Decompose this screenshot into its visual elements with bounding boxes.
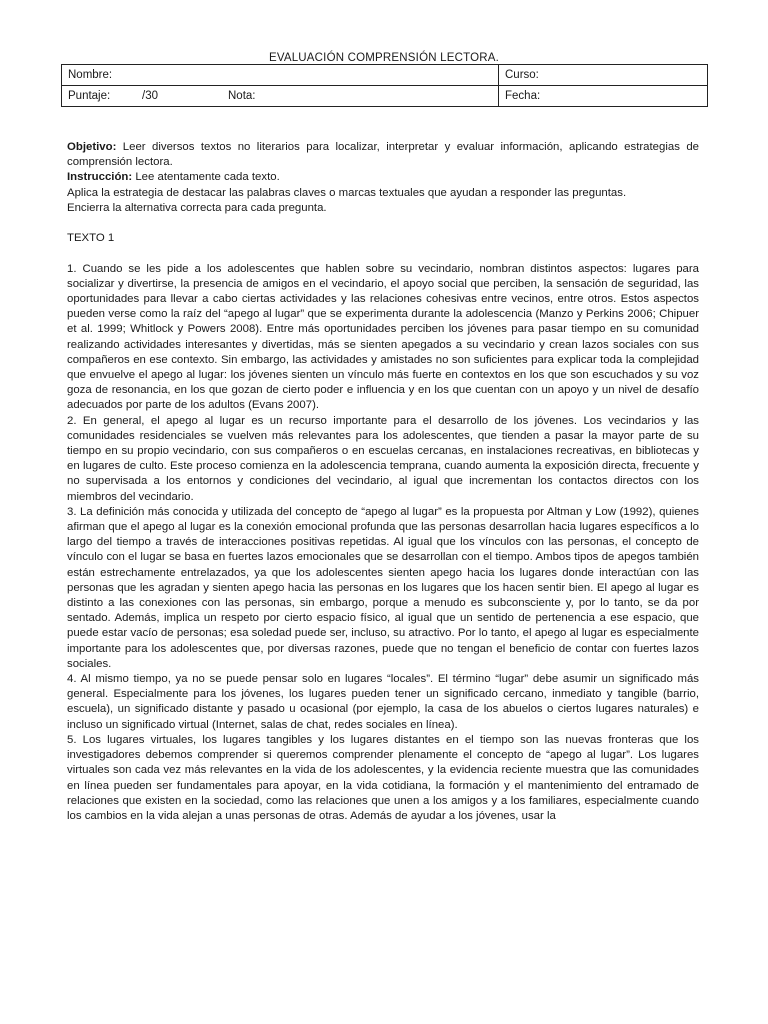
- puntaje-nota-field[interactable]: [62, 86, 499, 107]
- paragraph-1: 1. Cuando se les pide a los adolescentes que hablen sobre su vecindario, nombran distintos aspectos: lugares para socializar y divertirse, la presencia de amigos en el vecindario, el apoyo social que perciben, la sensación de seguridad, las oportunidades para llevar a cabo ciertas actividades y las relaciones cohesivas entre vecinos, entre otros. Estos aspectos pueden verse como la raíz del “apego al lugar” que se experimenta durante la adolescencia (Manzo y Perkins 2006; Chipuer et al. 1999; Whitlock y Powers 2008). Entre más oportunidades perciben los jóvenes para pasar tiempo en su comunidad realizando actividades interesantes y divertidas, más se sienten apegados a su vecindario y crean lazos sociales con sus compañeros en ese contexto. Sin embargo, las actividades y amistades no son suficientes para explicar toda la complejidad que envuelve el apego al lugar: los jóvenes sienten un vínculo más fuerte en contextos en los que son escuchados y su voz goza de resonancia, en los que gozan de cierto poder e influencia y en los que cuentan con un apoyo y un nivel de desafío adecuados por parte de los adultos (Evans 2007).: [67, 262, 699, 412]
- objetivo-text: Leer diversos textos no literarios para localizar, interpretar y evaluar información, aplicando estrategias de comprensión lectora.: [67, 141, 699, 169]
- fecha-label: Fecha:: [505, 90, 541, 102]
- text1-heading: TEXTO 1: [67, 232, 115, 245]
- strategy-line: Aplica la estrategia de destacar las palabras claves o marcas textuales que ayudan a responder las preguntas.: [67, 186, 627, 199]
- instruccion-label: Instrucción:: [67, 171, 133, 184]
- fecha-field[interactable]: [499, 86, 708, 107]
- nota-label: Nota:: [228, 90, 256, 102]
- paragraph-3: 3. La definición más conocida y utilizada del concepto de “apego al lugar” es la propuesta por Altman y Low (1992), quienes afirman que el apego al lugar es la conexión emocional profunda que las personas desarrollan hacia lugares específicos a lo largo del tiempo a través de interacciones positivas repetidas. Al igual que los vínculos con las personas, el concepto de vínculo con el lugar se basa en fuertes lazos emocionales que se desarrollan con el tiempo. Ambos tipos de apegos también están estrechamente entrelazados, ya que los adolescentes sienten apego hacia los lugares donde interactúan con las personas que les agradan y sienten apego hacia las personas en los lugares que los hacen sentir bien. El apego al lugar es distinto a las conexiones con las personas, sin embargo, porque a menudo es subconsciente y, por lo tanto, se da por sentado. Además, implica un respeto por cierto espacio físico, al igual que un sentido de pertenencia a ese espacio, que puede estar vacío de personas; esa soledad puede ser, incluso, su atractivo. Por lo tanto, el apego al lugar es especialmente importante para los adolescentes que, por diversas razones, puede que no tengan el beneficio de contar con fuertes lazos sociales.: [67, 505, 699, 670]
- curso-field[interactable]: [499, 65, 708, 86]
- document-title: EVALUACIÓN COMPRENSIÓN LECTORA.: [268, 52, 500, 64]
- objetivo-line: [67, 140, 699, 170]
- alternative-line: Encierra la alternativa correcta para cada pregunta.: [67, 201, 327, 214]
- nombre-field[interactable]: [62, 65, 499, 86]
- instruccion-line: [67, 170, 699, 185]
- paragraph-4: 4. Al mismo tiempo, ya no se puede pensar solo en lugares “locales”. El término “lugar” debe asumir un significado más general. Especialmente para los jóvenes, los lugares pueden tener un significado cercano, inmediato y tangible (barrio, escuela), un significado distante y pasado u ocasional (por ejemplo, la casa de los abuelos o ciertos lugares naturales) e incluso un significado virtual (Internet, salas de chat, redes sociales en línea).: [67, 673, 699, 731]
- document-body: [67, 140, 699, 824]
- puntaje-label: Puntaje:: [68, 90, 111, 102]
- student-info-table: [61, 64, 708, 107]
- paragraph-2: 2. En general, el apego al lugar es un recurso importante para el desarrollo de los jóvenes. Los vecindarios y las comunidades residenciales se vuelven más relevantes para los adolescentes, que tienden a pasar la mayor parte de su tiempo en su propio vecindario, con sus compañeros o en escuelas cercanas, en instalaciones recreativas, en bibliotecas y en lugares de culto. Este proceso comienza en la adolescencia temprana, cuando aumenta la exposición directa, frecuente y no supervisada a los entornos y condiciones del vecindario, al igual que incrementan los contactos directos con los miembros del vecindario.: [67, 414, 699, 503]
- puntaje-total: /30: [142, 90, 158, 102]
- objetivo-label: Objetivo:: [67, 141, 117, 153]
- curso-label: Curso:: [505, 69, 539, 81]
- paragraph-5: 5. Los lugares virtuales, los lugares tangibles y los lugares distantes en el tiempo son las nuevas fronteras que los investigadores debemos comprender si queremos comprender plenamente el concepto de “apego al lugar”. Los lugares virtuales son cada vez más relevantes en la vida de los adolescentes, y la evidencia reciente muestra que las comunidades en línea pueden ser fundamentales para apoyar, en la vida cotidiana, la formación y el mantenimiento del entramado de relaciones que existen en la sociedad, como las relaciones que unen a los amigos y a los familiares, especialmente cuando los cambios en la vida alejan a unas personas de otras. Además de ayudar a los jóvenes, usar la: [67, 733, 699, 822]
- instruccion-text: Lee atentamente cada texto.: [132, 171, 280, 184]
- nombre-label: Nombre:: [68, 69, 113, 81]
